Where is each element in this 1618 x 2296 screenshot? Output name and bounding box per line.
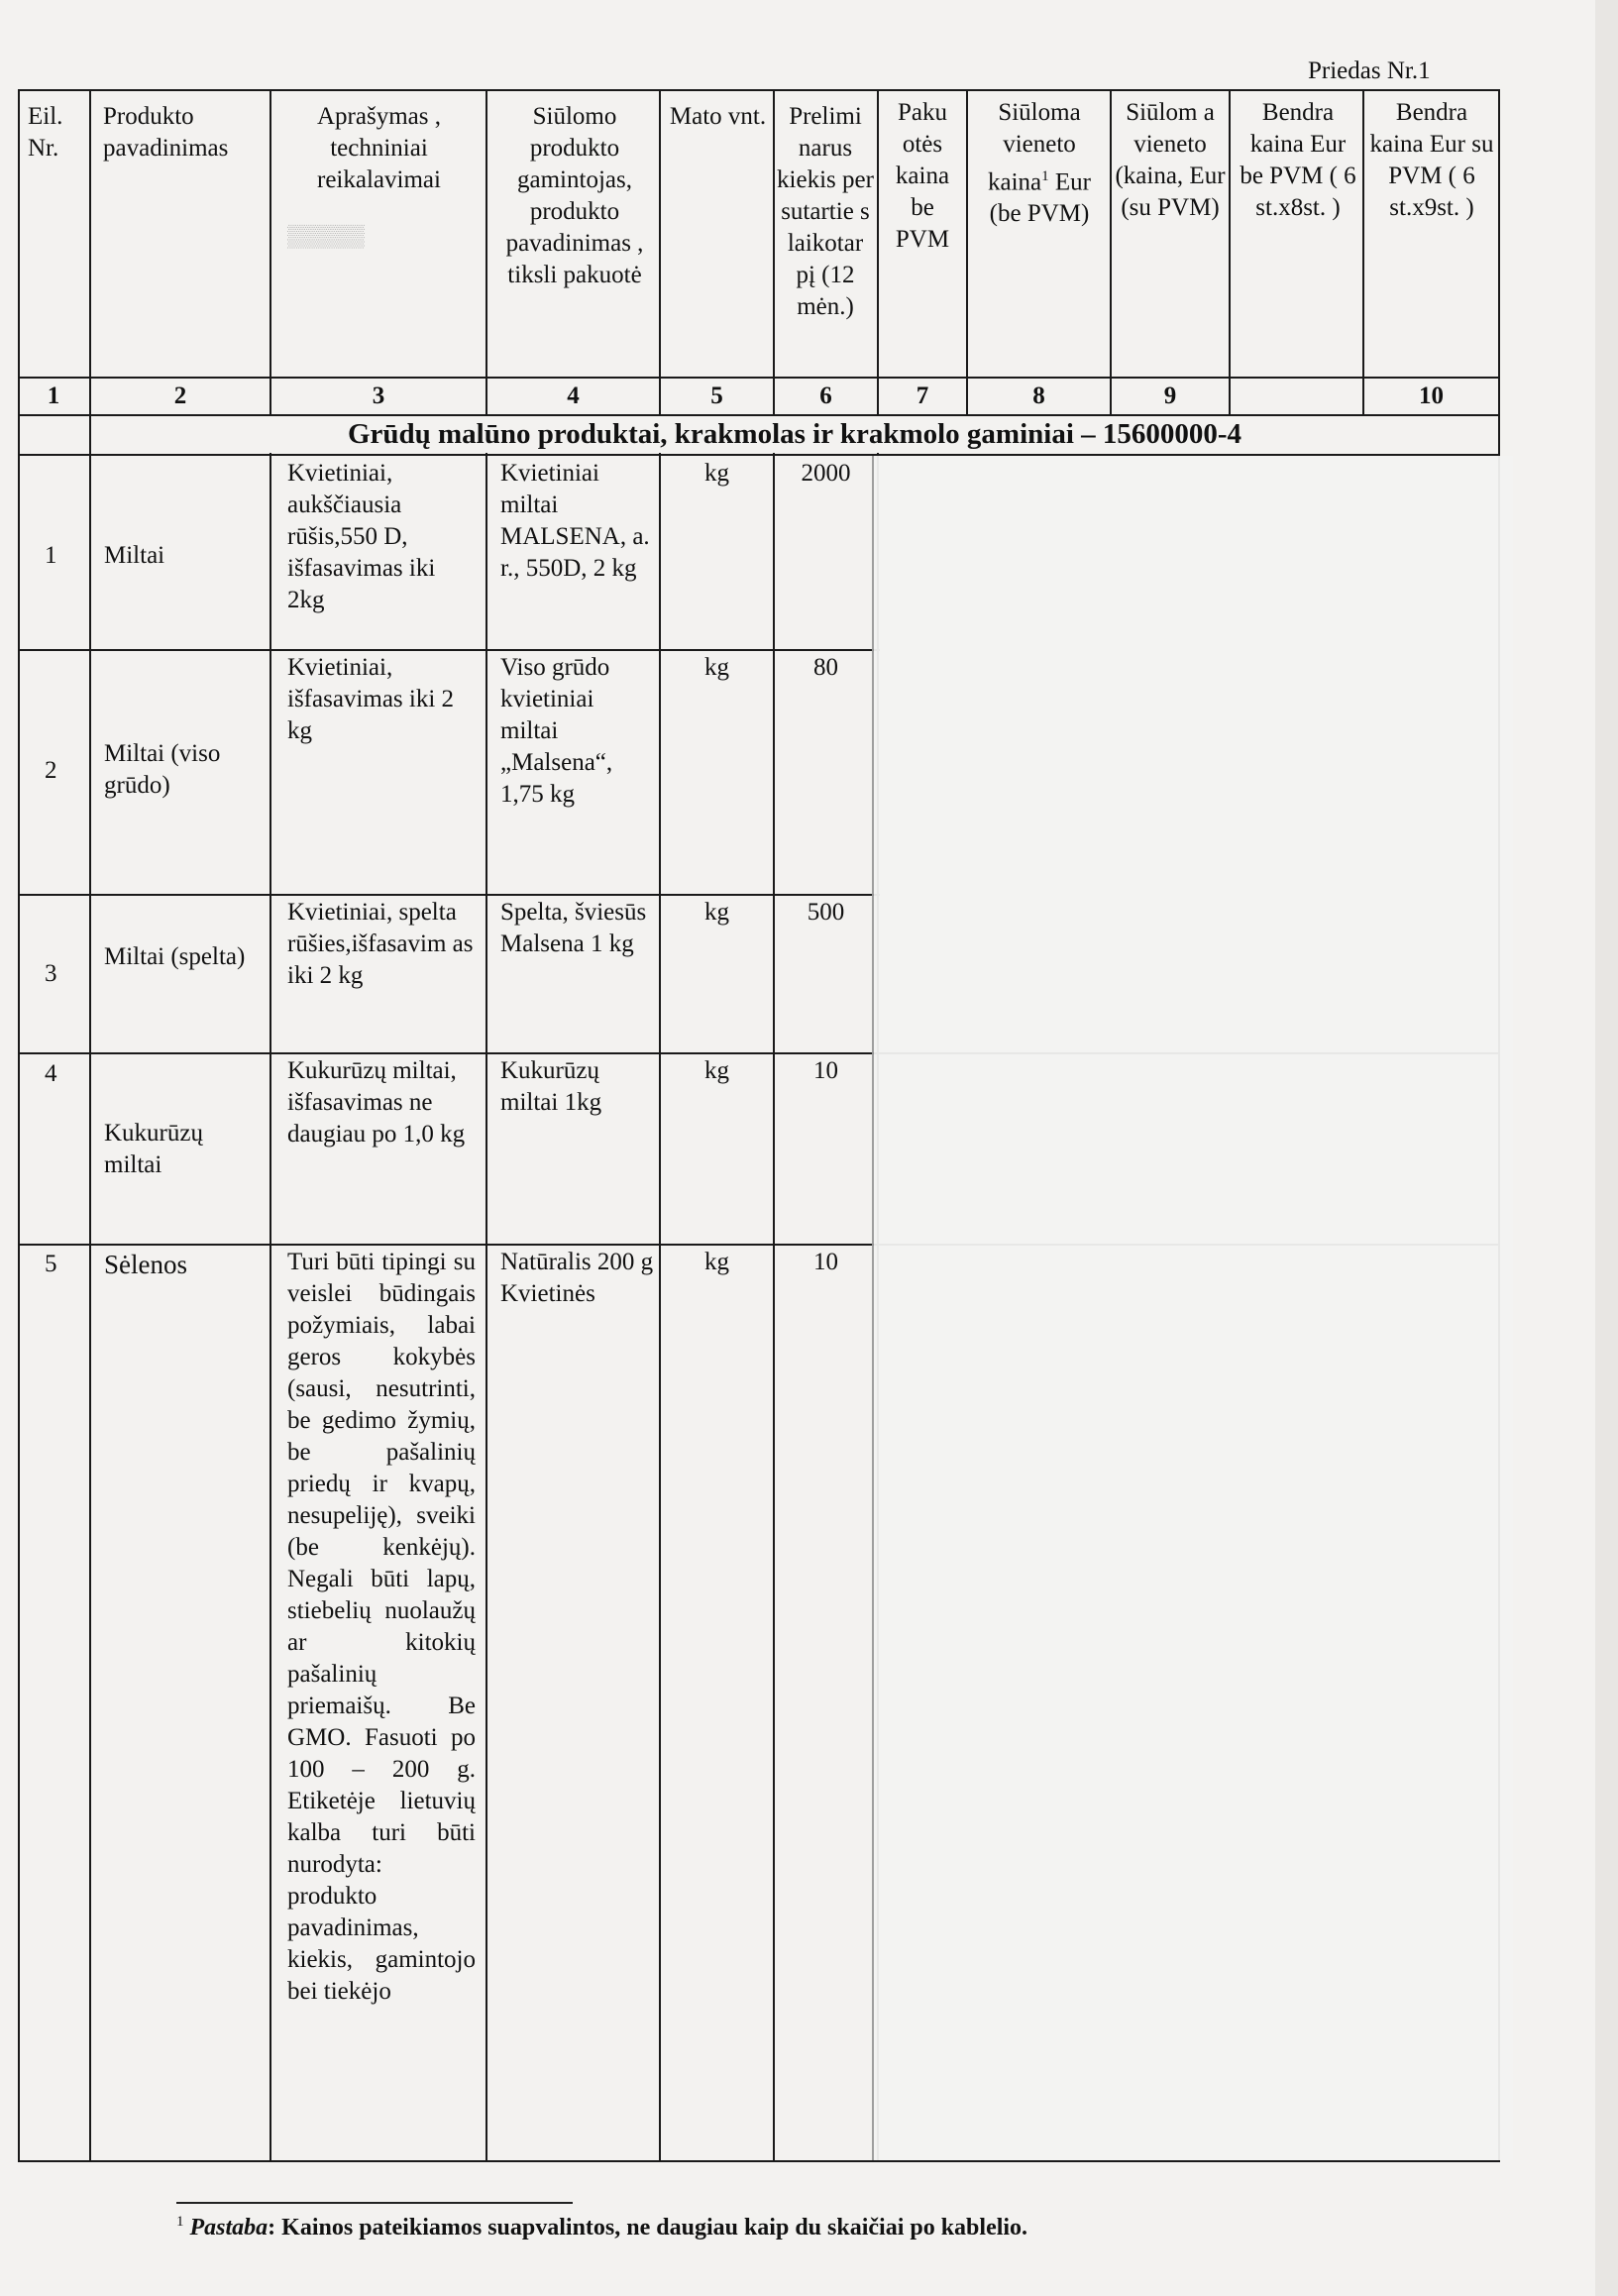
col-number: 10: [1419, 383, 1444, 409]
table-rule: [1362, 89, 1364, 416]
row-desc: Kvietiniai, aukščiausia rūšis,550 D, išfasavimas iki 2kg: [287, 460, 436, 613]
row-product: Spelta, šviesūs Malsena 1 kg: [500, 899, 647, 957]
section-heading: Grūdų malūno produktai, krakmolas ir krakmolo gaminiai – 15600000-4: [347, 418, 1242, 450]
col-number: 3: [372, 383, 385, 409]
footnote-label: Pastaba: [189, 2215, 269, 2241]
row-unit: kg: [704, 460, 729, 487]
row-nr: 1: [45, 542, 57, 569]
col-number: 8: [1032, 383, 1045, 409]
footnote-rule: [176, 2202, 573, 2204]
row-name: Kukurūzų miltai: [104, 1120, 203, 1178]
overlay-paper: [874, 456, 1513, 2160]
row-name: Miltai (spelta): [104, 943, 246, 970]
row-desc: Kukurūzų miltai, išfasavimas ne daugiau po 1,0 kg: [287, 1057, 466, 1148]
header-unit-price-vat: Siūlom a vieneto (kaina, Eur (su PVM): [1115, 99, 1226, 221]
table-rule: [18, 377, 1500, 379]
row-product: Natūralis 200 g Kvietinės: [500, 1249, 654, 1307]
row-unit: kg: [704, 654, 729, 681]
row-product: Viso grūdo kvietiniai miltai „Malsena“, 1,75 kg: [500, 654, 613, 808]
row-name: Sėlenos: [104, 1250, 187, 1279]
row-nr: 5: [45, 1251, 57, 1277]
col-number: 7: [916, 383, 929, 409]
col-number: 4: [567, 383, 580, 409]
row-qty: 2000: [801, 460, 851, 487]
header-offered-product: Siūlomo produkto gamintojas, produkto pavadinimas , tiksli pakuotė: [505, 103, 644, 288]
col-number: 5: [710, 383, 723, 409]
header-total-vat: Bendra kaina Eur su PVM ( 6 st.x9st. ): [1369, 99, 1494, 221]
header-total-no-vat: Bendra kaina Eur be PVM ( 6 st.x8st. ): [1240, 99, 1356, 221]
row-name: Miltai: [104, 542, 165, 569]
header-description: Aprašymas , techniniai reikalavimai: [317, 103, 441, 193]
row-qty: 80: [813, 654, 838, 681]
col-number: 6: [819, 383, 832, 409]
table-rule: [1110, 89, 1112, 416]
row-product: Kukurūzų miltai 1kg: [500, 1057, 602, 1116]
row-desc: Kvietiniai, spelta rūšies,išfasavim as iki 2 kg: [287, 899, 474, 989]
row-product: Kvietiniai miltai MALSENA, a. r., 550D, 2 kg: [500, 460, 650, 582]
row-unit: kg: [704, 1249, 729, 1275]
row-unit: kg: [704, 1057, 729, 1084]
row-qty: 500: [807, 899, 845, 926]
table-rule: [966, 89, 968, 416]
bleed-through-text: ▒▒▒▒▒: [287, 223, 365, 248]
header-package-price: Paku otės kaina be PVM: [895, 99, 950, 253]
row-nr: 2: [45, 757, 57, 784]
row-name: Miltai (viso grūdo): [104, 740, 221, 799]
table-rule: [18, 649, 880, 651]
row-desc: Kvietiniai, išfasavimas iki 2 kg: [287, 654, 455, 744]
annex-label: Priedas Nr.1: [1308, 57, 1431, 84]
table-rule: [1229, 89, 1231, 416]
row-nr: 4: [45, 1060, 57, 1087]
col-number: 1: [47, 383, 60, 409]
col-number: 2: [173, 383, 187, 409]
row-qty: 10: [813, 1249, 838, 1275]
row-nr: 3: [45, 960, 57, 987]
header-product-name: Produkto pavadinimas: [103, 103, 229, 162]
col-number: 9: [1163, 383, 1177, 409]
footnote-text: : Kainos pateikiamos suapvalintos, ne daugiau kaip du skaičiai po kablelio.: [268, 2215, 1028, 2241]
header-quantity: Prelimi narus kiekis per sutartie s laikotar pį (12 mėn.): [777, 103, 874, 320]
header-unit-price: Siūloma vieneto kaina$^1$ Eur (be PVM): [988, 99, 1091, 228]
row-qty: 10: [813, 1057, 838, 1084]
table-rule: [18, 894, 880, 896]
footnote: $^1$ Pastaba: Kainos pateikiamos suapvalintos, ne daugiau kaip du skaičiai po kablelio.: [176, 2214, 1028, 2241]
header-unit: Mato vnt.: [669, 103, 767, 130]
header-eil-nr: Eil. Nr.: [28, 103, 63, 162]
row-unit: kg: [704, 899, 729, 926]
row-desc: Turi būti tipingi su veislei būdingais požymiais, labai geros kokybės (sausi, nesutrinti, be gedimo žymių, be pašalinių priedų ir kvapų, nesupeliję), sveiki (be kenkėjų). Negali būti lapų, stiebelių nuolaužų ar kitokių pašalinių priemaišų. Be GMO. Fasuoti po 100 – 200 g. Etiketėje lietuvių kalba turi būti nurodyta: produkto pavadinimas, kiekis, gamintojo bei tiekėjo: [287, 1249, 476, 2005]
